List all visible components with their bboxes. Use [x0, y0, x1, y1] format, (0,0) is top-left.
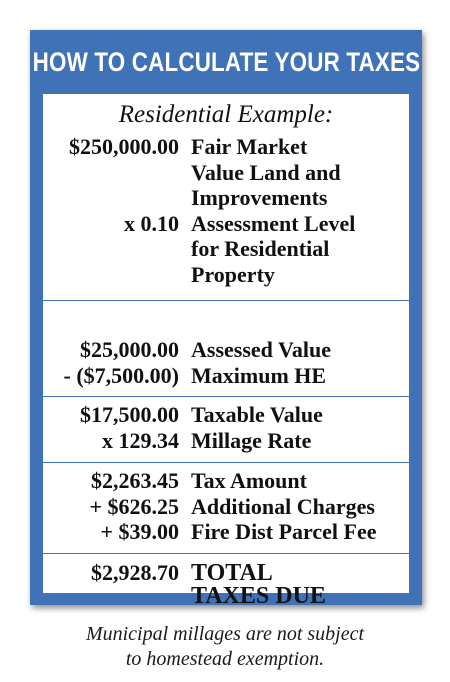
- section-tax-amount: [43, 468, 409, 545]
- calc-row: [43, 337, 409, 363]
- total-label: [179, 560, 409, 608]
- example-subtitle: Residential Example:: [118, 101, 334, 128]
- calc-row: [43, 363, 409, 389]
- description-line: Value Land and: [191, 159, 341, 185]
- description-line: Fair Market: [191, 134, 308, 159]
- section-divider: [43, 396, 409, 397]
- total-label-line: TAXES DUE: [191, 583, 326, 609]
- total-label-line: TOTAL: [191, 560, 273, 586]
- amount: $2,263.45: [91, 468, 179, 493]
- section-divider: [43, 300, 409, 301]
- total-amount: $2,928.70: [91, 560, 179, 585]
- calculation-panel: [43, 94, 409, 609]
- description: Millage Rate: [191, 427, 312, 453]
- description-line: Improvements: [191, 185, 328, 210]
- description: Taxable Value: [191, 402, 323, 427]
- description: Additional Charges: [191, 493, 375, 519]
- description-line: for Residential: [191, 236, 330, 261]
- section-taxable-value: [43, 402, 409, 453]
- description: Fire Dist Parcel Fee: [191, 519, 377, 544]
- card-header: [30, 30, 422, 94]
- description-line: Property: [191, 261, 275, 287]
- calc-row: [43, 402, 409, 428]
- calc-row: [43, 428, 409, 454]
- calc-row: [43, 134, 409, 211]
- description: [179, 134, 409, 211]
- amount: $250,000.00: [69, 134, 179, 159]
- description: Assessed Value: [191, 337, 331, 362]
- description: Tax Amount: [191, 468, 307, 493]
- card-title: HOW TO CALCULATE YOUR TAXES: [32, 46, 420, 77]
- section-total: [43, 560, 409, 608]
- footnote: [0, 622, 450, 672]
- amount: $25,000.00: [80, 337, 179, 362]
- footnote-line: to homestead exemption.: [125, 648, 325, 670]
- calc-row: [43, 494, 409, 520]
- description: [179, 211, 409, 288]
- amount: x 0.10: [124, 210, 179, 236]
- amount: $17,500.00: [80, 402, 179, 427]
- description: Maximum HE: [191, 362, 327, 388]
- section-assessed-value: [43, 337, 409, 388]
- calc-row: [43, 468, 409, 494]
- amount: - ($7,500.00): [63, 362, 179, 388]
- tax-calculation-card: [30, 30, 422, 609]
- calc-row: [43, 211, 409, 288]
- section-market-value: [43, 134, 409, 287]
- section-divider: [43, 462, 409, 463]
- calc-row: [43, 519, 409, 545]
- amount: x 129.34: [102, 427, 179, 453]
- description-line: Assessment Level: [191, 210, 356, 236]
- amount: + $626.25: [89, 493, 179, 519]
- footnote-line: Municipal millages are not subject: [85, 623, 365, 645]
- amount: + $39.00: [100, 519, 179, 544]
- total-row: [43, 560, 409, 608]
- section-divider: [43, 553, 409, 554]
